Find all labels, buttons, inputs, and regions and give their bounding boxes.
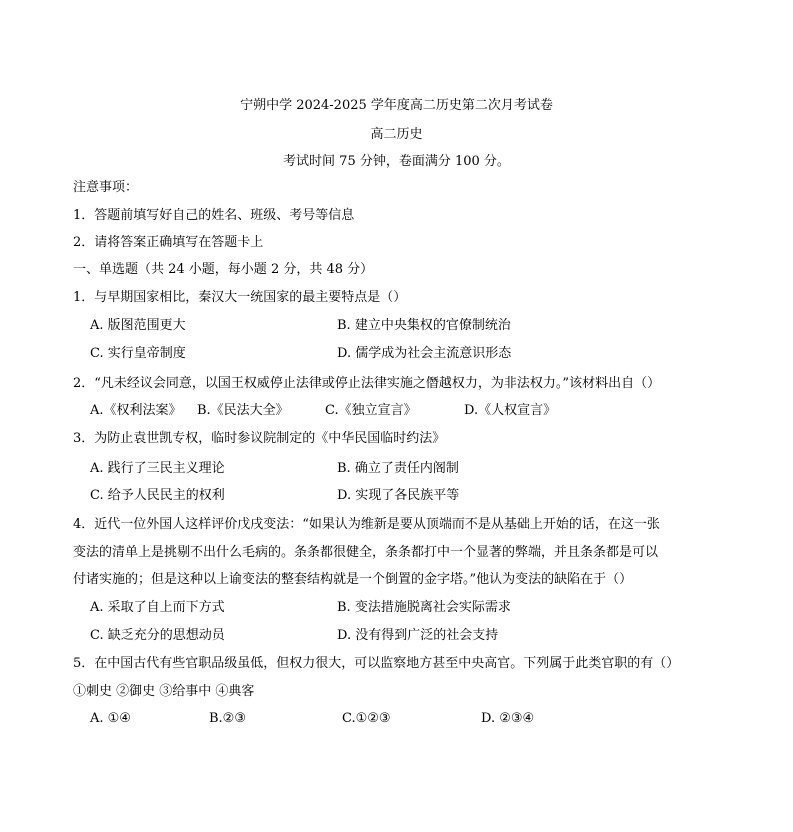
question-stem: 1．与早期国家相比，秦汉大一统国家的最主要特点是（） xyxy=(73,290,407,305)
option-c: C.《独立宣言》 xyxy=(325,403,417,418)
option-a: A. 践行了三民主义理论 xyxy=(90,461,225,476)
option-b: B.②③ xyxy=(209,711,246,726)
option-c: C.①②③ xyxy=(342,711,391,726)
option-c: C. 给予人民民主的权利 xyxy=(90,488,225,503)
option-d: D.《人权宣言》 xyxy=(464,403,557,418)
notice-item: 2．请将答案正确填写在答题卡上 xyxy=(73,235,264,250)
option-c: C. 缺乏充分的思想动员 xyxy=(90,628,225,643)
question-stem: 2．“凡未经议会同意，以国王权威停止法律或停止法律实施之僭越权力，为非法权力。”该材料出自（） xyxy=(73,376,661,391)
question-stem-cont: 付诸实施的；但是这种以上谕变法的整套结构就是一个倒置的金字塔。”他认为变法的缺陷在于（） xyxy=(73,572,633,587)
exam-subject: 高二历史 xyxy=(370,127,423,142)
option-a: A. ①④ xyxy=(90,711,131,726)
section-heading: 一、单选题（共 24 小题，每小题 2 分，共 48 分） xyxy=(73,262,374,277)
option-b: B. 确立了责任内阁制 xyxy=(337,461,459,476)
option-a: A.《权利法案》 xyxy=(90,403,182,418)
notice-heading: 注意事项： xyxy=(73,180,139,195)
exam-title: 宁朔中学 2024-2025 学年度高二历史第二次月考试卷 xyxy=(240,98,553,113)
option-d: D. ②③④ xyxy=(481,711,535,726)
question-stem: 3．为防止袁世凯专权，临时参议院制定的《中华民国临时约法》 xyxy=(73,431,446,446)
question-stem: 5．在中国古代有些官职品级虽低，但权力很大，可以监察地方甚至中央高官。下列属于此类官职的有（） xyxy=(73,656,680,671)
question-choices: ①刺史 ②御史 ③给事中 ④典客 xyxy=(73,684,255,699)
option-c: C. 实行皇帝制度 xyxy=(90,346,186,361)
option-d: D. 实现了各民族平等 xyxy=(337,488,460,503)
question-stem-cont: 变法的清单上是挑剔不出什么毛病的。条条都很健全，条条都打中一个显著的弊端，并且条条都是可以 xyxy=(73,545,659,560)
option-b: B. 变法措施脱离社会实际需求 xyxy=(337,600,511,615)
option-b: B.《民法大全》 xyxy=(197,403,289,418)
exam-time-info: 考试时间 75 分钟，卷面满分 100 分。 xyxy=(283,154,510,169)
question-stem: 4．近代一位外国人这样评价戊戌变法：“如果认为维新是要从顶端而不是从基础上开始的话，在这一张 xyxy=(73,517,660,532)
option-b: B. 建立中央集权的官僚制统治 xyxy=(337,318,511,333)
option-a: A. 版图范围更大 xyxy=(90,318,186,333)
option-d: D. 儒学成为社会主流意识形态 xyxy=(337,346,512,361)
notice-item: 1．答题前填写好自己的姓名、班级、考号等信息 xyxy=(73,208,355,223)
option-a: A. 采取了自上而下方式 xyxy=(90,600,225,615)
option-d: D. 没有得到广泛的社会支持 xyxy=(337,628,499,643)
